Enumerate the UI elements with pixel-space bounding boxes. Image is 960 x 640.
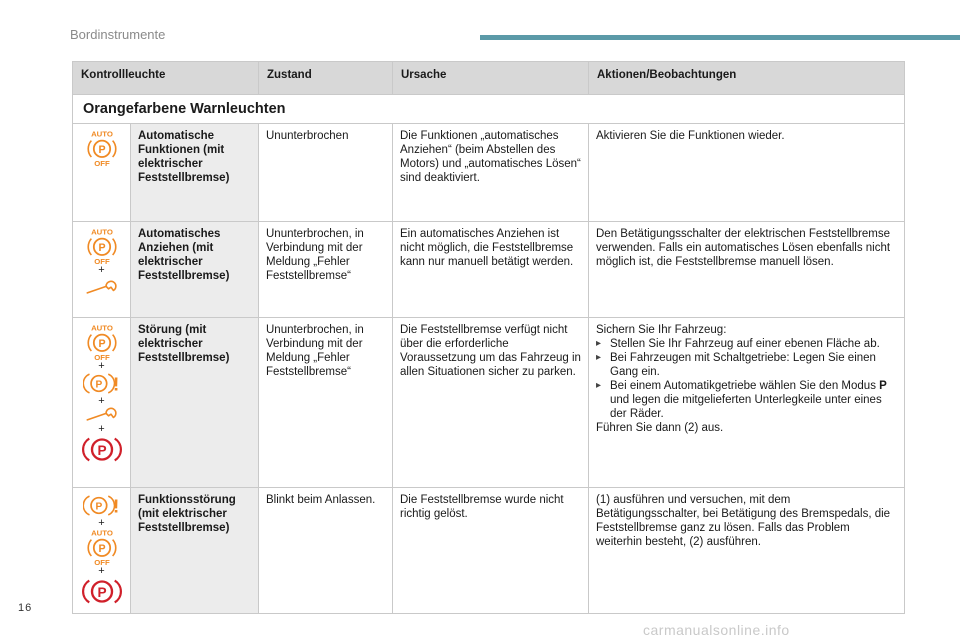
action-item: ▸ Stellen Sie Ihr Fahrzeug auf einer ebenen Fläche ab. — [596, 337, 897, 351]
action-item-text: Bei einem Automatikgetriebe wählen Sie den Modus — [610, 380, 880, 392]
icon-cell — [73, 318, 131, 488]
light-action: Aktivieren Sie die Funktionen wieder. — [589, 124, 905, 222]
column-header-aktionen: Aktionen/Beobachtungen — [589, 62, 905, 95]
light-state: Ununterbrochen, in Verbindung mit der Meldung „Fehler Feststellbremse“ — [259, 222, 393, 318]
icon-cell — [73, 488, 131, 614]
page-number: 16 — [18, 602, 33, 614]
action-intro: Sichern Sie Ihr Fahrzeug: — [596, 324, 727, 336]
plus-sign: + — [98, 360, 105, 372]
group-title: Orangefarbene Warnleuchten — [73, 95, 905, 124]
wrench-icon — [84, 279, 120, 297]
icon-cell — [73, 124, 131, 222]
table-row — [73, 318, 905, 488]
auto-park-brake-icon — [84, 227, 120, 265]
light-state: Blinkt beim Anlassen. — [259, 488, 393, 614]
section-title: Bordinstrumente — [70, 27, 166, 42]
auto-park-brake-icon — [84, 528, 120, 566]
light-name: Funktionsstörung (mit elektrischer Feststellbremse) — [131, 488, 259, 614]
light-action — [589, 318, 905, 488]
auto-park-brake-icon — [84, 323, 120, 361]
table-row — [73, 124, 905, 222]
light-state: Ununterbrochen — [259, 124, 393, 222]
plus-sign: + — [98, 517, 105, 529]
plus-sign: + — [98, 264, 105, 276]
table-header-row — [73, 62, 905, 95]
light-cause: Die Funktionen „automatisches Anziehen“ (beim Abstellen des Motors) und „automatisches Lösen“ sind deaktiviert. — [393, 124, 589, 222]
light-action: Den Betätigungsschalter der elektrischen Feststellbremse verwenden. Falls ein automatisches Lösen ebenfalls nicht möglich ist, die Feststellbremse manuell lösen. — [589, 222, 905, 318]
light-cause: Die Feststellbremse wurde nicht richtig gelöst. — [393, 488, 589, 614]
light-name: Automatisches Anziehen (mit elektrischer Feststellbremse) — [131, 222, 259, 318]
plus-sign: + — [98, 423, 105, 435]
plus-sign: + — [98, 565, 105, 577]
light-name: Automatische Funktionen (mit elektrischer Feststellbremse) — [131, 124, 259, 222]
light-state: Ununterbrochen, in Verbindung mit der Meldung „Fehler Feststellbremse“ — [259, 318, 393, 488]
wrench-icon — [84, 406, 120, 424]
plus-sign: + — [98, 395, 105, 407]
table-row — [73, 488, 905, 614]
action-outro: Führen Sie dann (2) aus. — [596, 422, 724, 434]
light-name: Störung (mit elektrischer Feststellbremse) — [131, 318, 259, 488]
light-cause: Die Feststellbremse verfügt nicht über die erforderliche Voraussetzung um das Fahrzeug in allen Situationen sicher zu parken. — [393, 318, 589, 488]
light-cause: Ein automatisches Anziehen ist nicht möglich, die Feststellbremse kann nur manuell betätigt werden. — [393, 222, 589, 318]
icon-cell — [73, 222, 131, 318]
watermark: carmanualsonline.info — [643, 622, 790, 638]
column-header-kontrollleuchte: Kontrollleuchte — [73, 62, 259, 95]
header-accent-rule — [480, 35, 960, 40]
group-title-row — [73, 95, 905, 124]
park-brake-red-icon — [82, 434, 122, 465]
action-list — [596, 337, 897, 421]
action-item-text: und legen die mitgelieferten Unterlegkeile unter eines der Räder. — [610, 394, 882, 420]
column-header-zustand: Zustand — [259, 62, 393, 95]
column-header-ursache: Ursache — [393, 62, 589, 95]
park-brake-fault-icon — [83, 493, 121, 518]
park-brake-fault-icon — [83, 371, 121, 396]
park-brake-red-icon — [82, 576, 122, 607]
auto-park-brake-icon — [84, 129, 120, 167]
action-item: ▸ Bei Fahrzeugen mit Schaltgetriebe: Legen Sie einen Gang ein. — [596, 351, 897, 379]
action-item — [596, 379, 897, 421]
gear-mode-p: P — [879, 380, 887, 392]
warning-lights-table — [72, 61, 905, 614]
light-action: (1) ausführen und versuchen, mit dem Betätigungsschalter, bei Betätigung des Bremspedals, die Feststellbremse ganz zu lösen. Falls das Problem weiterhin besteht, (2) ausführen. — [589, 488, 905, 614]
table-row — [73, 222, 905, 318]
